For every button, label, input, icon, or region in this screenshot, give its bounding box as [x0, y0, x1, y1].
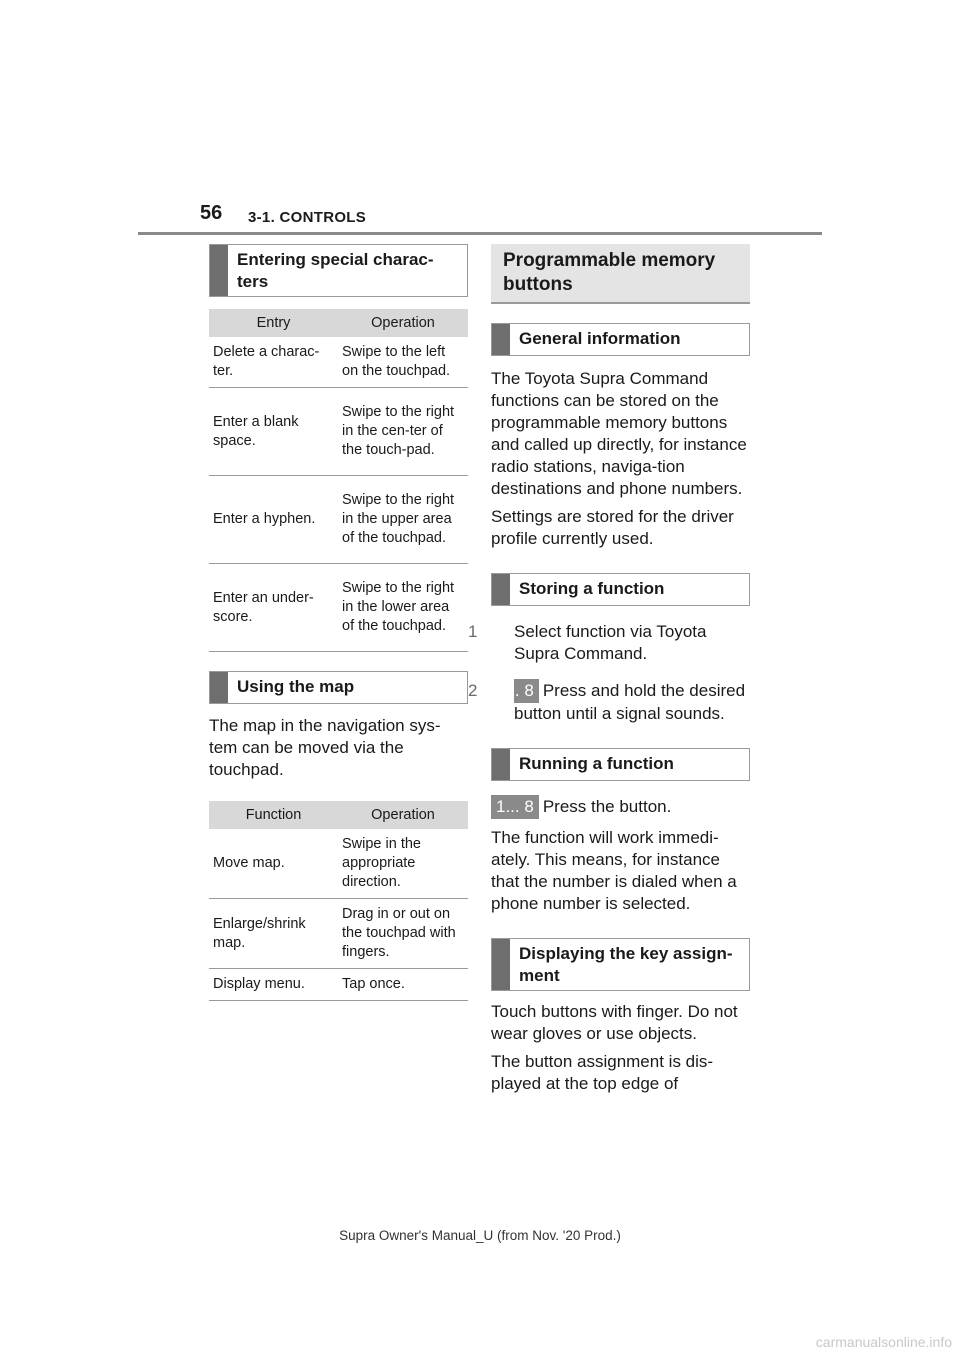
running-instruction: 1... 8 Press the button. — [491, 795, 750, 819]
table-header-row — [209, 801, 468, 829]
watermark: carmanualsonline.info — [815, 1334, 952, 1350]
general-paragraph-1: The Toyota Supra Command functions can be stored on the programmable memory buttons and called up directly, for instance radio stations, naviga-tion destinations and phone numbers. — [491, 369, 747, 498]
memory-button-badge: 1... 8 — [491, 795, 539, 819]
running-function-heading: Running a function — [491, 748, 750, 781]
storing-step-1 — [468, 621, 750, 665]
step-number: 1 — [468, 622, 478, 641]
using-map-heading: Using the map — [209, 671, 468, 704]
running-paragraph: The function will work immedi-ately. This means, for instance that the number is dialed when a phone number is selected. — [491, 828, 737, 913]
step-text: Press and hold the desired button until a signal sounds. — [514, 681, 746, 723]
storing-function-heading: Storing a function — [491, 573, 750, 606]
operation-cell: Swipe in the appropriate direction. — [338, 829, 468, 899]
key-assignment-paragraph-1: Touch buttons with finger. Do not wear gloves or use objects. — [491, 1002, 738, 1043]
map-functions-table — [209, 801, 468, 1001]
map-intro: The map in the navigation sys-tem can be moved via the touchpad. — [209, 716, 441, 779]
entry-cell: Enter an under-score. — [209, 564, 338, 652]
operation-cell: Drag in or out on the touchpad with fingers. — [338, 899, 468, 969]
column-header-operation: Operation — [338, 309, 468, 337]
page-footer: Supra Owner's Manual_U (from Nov. '20 Prod.) — [339, 1228, 621, 1243]
operation-cell: Swipe to the right in the upper area of the touchpad. — [338, 476, 468, 564]
table-row — [209, 337, 468, 388]
column-header-function: Function — [209, 801, 338, 829]
function-cell: Move map. — [209, 829, 338, 899]
entry-cell: Enter a hyphen. — [209, 476, 338, 564]
section-title: 3-1. CONTROLS — [248, 209, 367, 226]
function-cell: Display menu. — [209, 969, 338, 1001]
table-row — [209, 388, 468, 476]
special-characters-table — [209, 309, 468, 652]
function-cell: Enlarge/shrink map. — [209, 899, 338, 969]
table-row — [209, 899, 468, 969]
table-header-row — [209, 309, 468, 337]
page-header — [200, 202, 822, 236]
general-paragraph-2: Settings are stored for the driver profile currently used. — [491, 507, 734, 548]
operation-cell: Swipe to the left on the touchpad. — [338, 337, 468, 388]
right-column — [468, 244, 750, 1095]
memory-button-badge: 1... 8 — [514, 679, 539, 703]
table-row — [209, 829, 468, 899]
left-column — [209, 244, 468, 1001]
special-characters-heading: Entering special charac-ters — [209, 244, 468, 297]
entry-cell: Delete a charac-ter. — [209, 337, 338, 388]
operation-cell: Swipe to the right in the lower area of the touchpad. — [338, 564, 468, 652]
table-row — [209, 476, 468, 564]
operation-cell: Swipe to the right in the cen-ter of the touch-pad. — [338, 388, 468, 476]
operation-cell: Tap once. — [338, 969, 468, 1001]
programmable-memory-heading: Programmable memory buttons — [491, 244, 750, 304]
step-text: Select function via Toyota Supra Command. — [514, 622, 707, 663]
column-header-operation: Operation — [338, 801, 468, 829]
table-row — [209, 969, 468, 1001]
storing-step-2 — [468, 679, 750, 725]
general-information-heading: General information — [491, 323, 750, 356]
step-number: 2 — [468, 681, 478, 700]
header-divider — [138, 232, 822, 235]
column-header-entry: Entry — [209, 309, 338, 337]
key-assignment-heading: Displaying the key assign-ment — [491, 938, 750, 991]
entry-cell: Enter a blank space. — [209, 388, 338, 476]
page-number: 56 — [200, 202, 223, 224]
key-assignment-paragraph-2: The button assignment is dis-played at the top edge of — [491, 1052, 714, 1093]
table-row — [209, 564, 468, 652]
